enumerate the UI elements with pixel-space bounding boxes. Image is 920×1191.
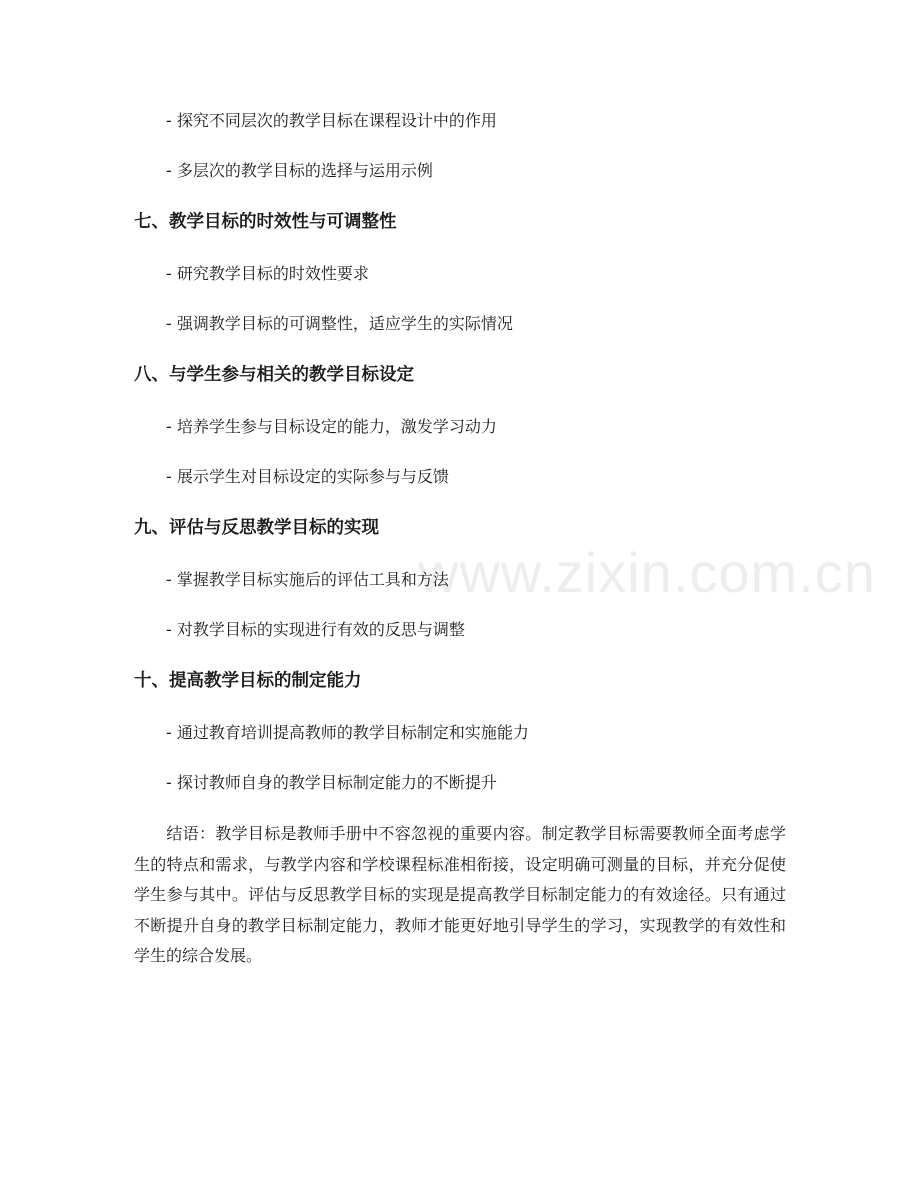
bullet-item: - 探讨教师自身的教学目标制定能力的不断提升 (166, 773, 497, 792)
conclusion-text: 结语：教学目标是教师手册中不容忽视的重要内容。制定教学目标需要教师全面考虑学生的特点和需求，与教学内容和学校课程标准相衔接，设定明确可测量的目标，并充分促使学生参与其中。评估与反思教学目标的实现是提高教学目标制定能力的有效途径。只有通过不断提升自身的教学目标制定能力，教师才能更好地引导学生的学习，实现教学的有效性和学生的综合发展。 (134, 824, 786, 965)
section-heading-9: 九、评估与反思教学目标的实现 (134, 518, 379, 538)
watermark: www.zixin.com.cn (418, 541, 876, 604)
bullet-item: - 展示学生对目标设定的实际参与与反馈 (166, 467, 449, 486)
bullet-item: - 多层次的教学目标的选择与运用示例 (166, 161, 433, 180)
bullet-item: - 掌握教学目标实施后的评估工具和方法 (166, 570, 449, 589)
conclusion-paragraph (134, 819, 786, 972)
bullet-item: - 强调教学目标的可调整性，适应学生的实际情况 (166, 314, 513, 333)
bullet-item: - 对教学目标的实现进行有效的反思与调整 (166, 620, 465, 639)
bullet-item: - 探究不同层次的教学目标在课程设计中的作用 (166, 111, 497, 130)
bullet-item: - 研究教学目标的时效性要求 (166, 264, 369, 283)
bullet-item: - 培养学生参与目标设定的能力，激发学习动力 (166, 417, 497, 436)
section-heading-7: 七、教学目标的时效性与可调整性 (134, 212, 397, 232)
section-heading-8: 八、与学生参与相关的教学目标设定 (134, 365, 414, 385)
bullet-item: - 通过教育培训提高教师的教学目标制定和实施能力 (166, 723, 529, 742)
section-heading-10: 十、提高教学目标的制定能力 (134, 671, 362, 691)
